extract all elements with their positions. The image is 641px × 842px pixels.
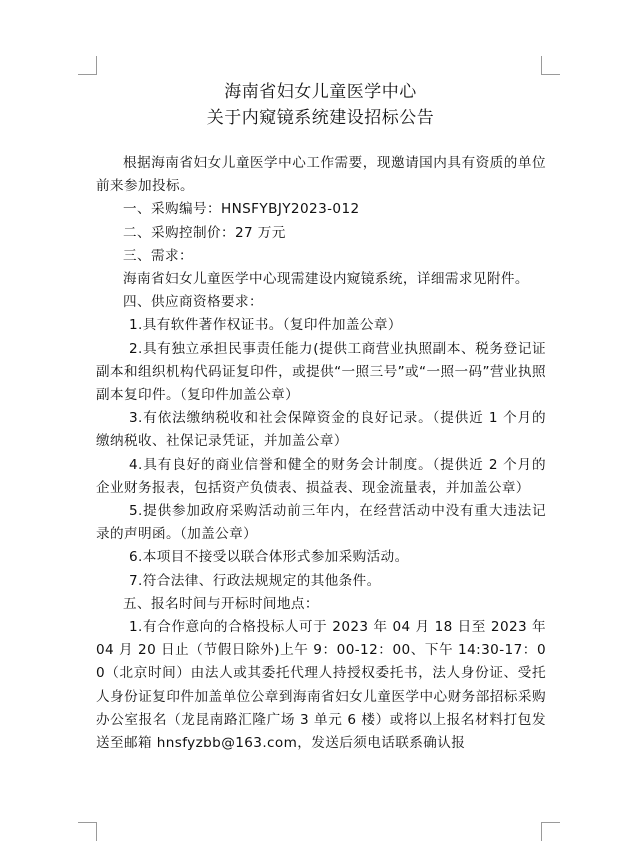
qualification-item-1: 1.具有软件著作权证书。（复印件加盖公章）: [129, 317, 402, 334]
procurement-budget: 二、采购控制价：27 万元: [123, 224, 286, 241]
crop-mark-bottom-right: [541, 822, 560, 841]
crop-mark-bottom-left: [78, 822, 97, 841]
crop-mark-top-left: [78, 56, 97, 75]
qualification-heading: 四、供应商资格要求：: [123, 294, 263, 311]
requirements-heading: 三、需求：: [123, 247, 193, 264]
qualification-item-2: 2.具有独立承担民事责任能力(提供工商营业执照副本、税务登记证副本和组织机构代码证复印件，或提供“一照三号”或“一照一码”营业执照副本复印件。（复印件加盖公章）: [96, 340, 546, 404]
intro-paragraph: 根据海南省妇女儿童医学中心工作需要，现邀请国内具有资质的单位前来参加投标。: [96, 155, 546, 195]
document-title-line2: 关于内窥镜系统建设招标公告: [206, 108, 435, 128]
registration-paragraph: [96, 616, 546, 755]
qualification-item-3: 3.有依法缴纳税收和社会保障资金的良好记录。（提供近 1 个月的缴纳税收、社保记录凭证，并加盖公章）: [96, 410, 546, 450]
qualification-item-5: 5.提供参加政府采购活动前三年内，在经营活动中没有重大违法记录的声明函。（加盖公章）: [96, 503, 546, 543]
email-link[interactable]: hnsfyzbb@163.com: [156, 735, 298, 752]
requirements-text: 海南省妇女儿童医学中心现需建设内窥镜系统，详细需求见附件。: [123, 271, 529, 288]
registration-text: 1.有合作意向的合格投标人可于 2023 年 04 月 18 日至 2023 年 04 月 20 日止（节假日除外)上午 9：00-12：00、下午 14:30-17：00（北京时间）由法人或其委托代理人持授权委托书，法人身份证、受托人身份证复印件加盖单位公章到海南省妇女儿童医学中心财务部招标采购办公室报名（龙昆南路汇隆广场 3 单元 6 楼）或将以上报名材料打包发送至邮箱: [96, 619, 546, 752]
crop-mark-top-right: [541, 56, 560, 75]
document-title-line1: 海南省妇女儿童医学中心: [224, 82, 417, 102]
document-body: [96, 152, 546, 755]
registration-heading: 五、报名时间与开标时间地点：: [123, 595, 319, 612]
registration-text-tail: ，发送后须电话联系确认报: [297, 735, 466, 752]
qualification-item-4: 4.具有良好的商业信誉和健全的财务会计制度。（提供近 2 个月的企业财务报表，包括资产负债表、损益表、现金流量表，并加盖公章）: [96, 456, 546, 496]
procurement-number: 一、采购编号：HNSFYBJY2023-012: [123, 201, 360, 218]
qualification-item-7: 7.符合法律、行政法规规定的其他条件。: [129, 572, 381, 589]
qualification-item-6: 6.本项目不接受以联合体形式参加采购活动。: [129, 549, 409, 566]
